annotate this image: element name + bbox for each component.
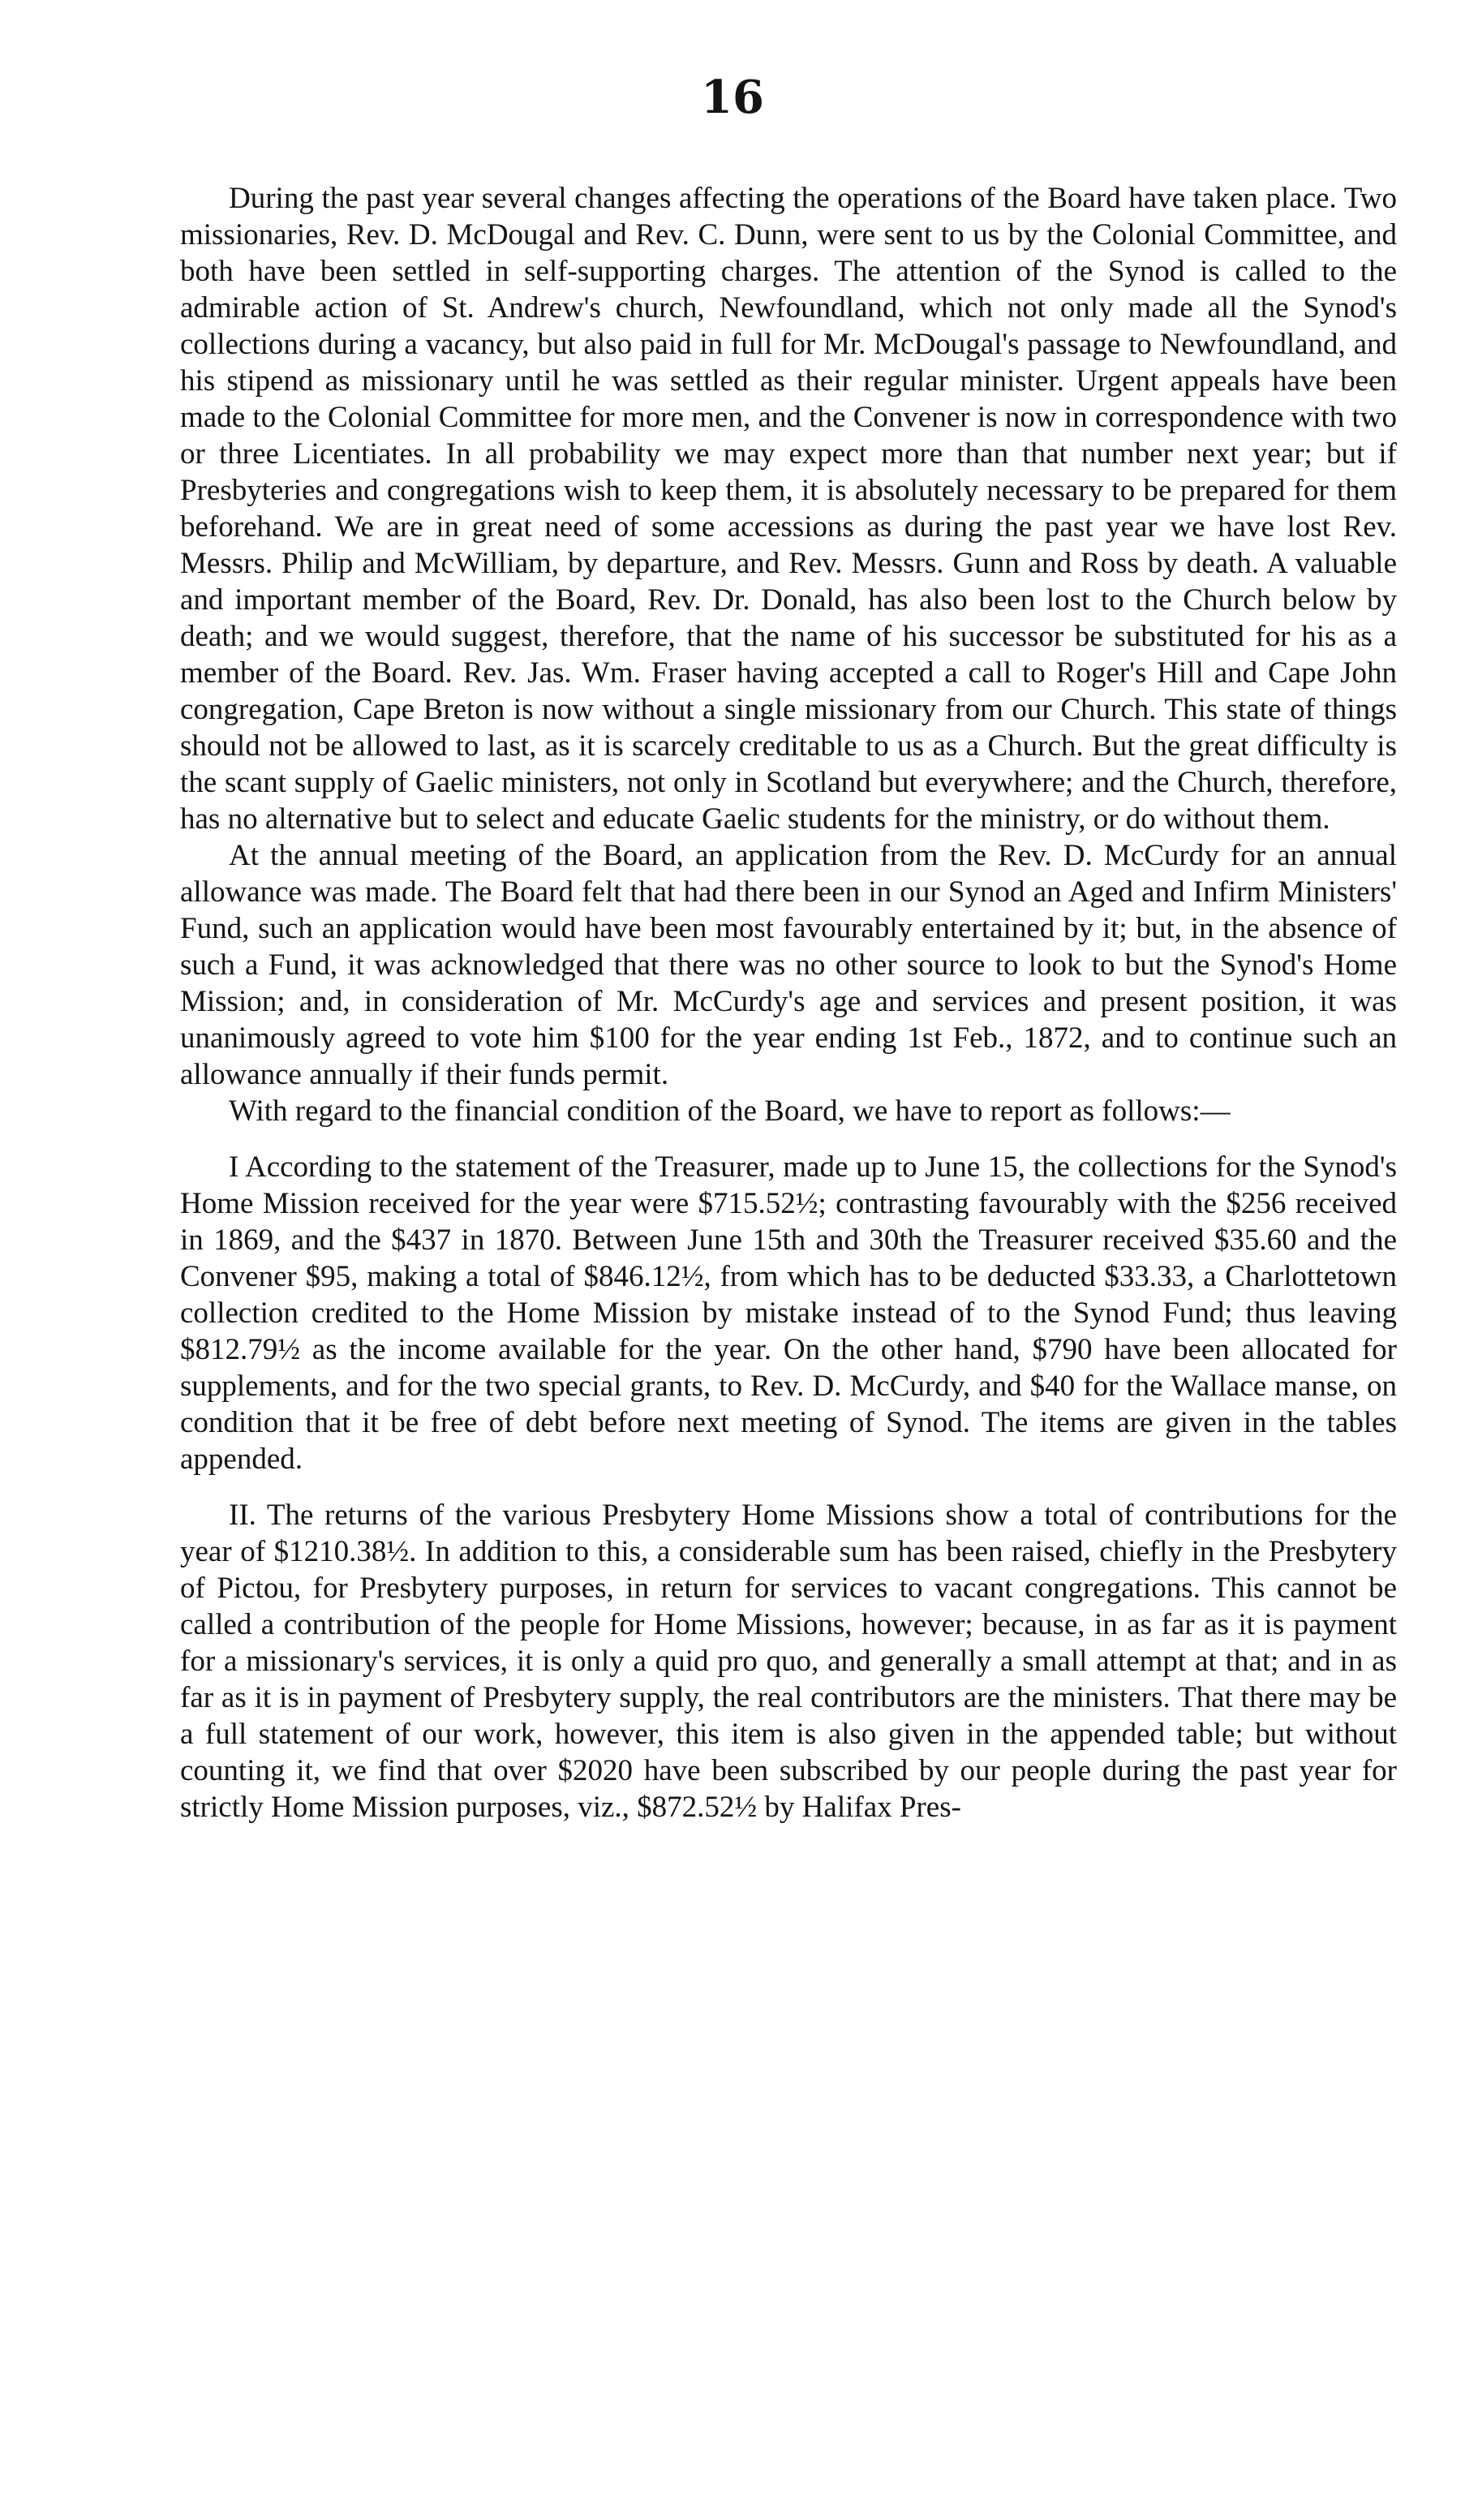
paragraph-treasurer-statement: I According to the statement of the Treasurer, made up to June 15, the collections for the Synod's Home Mission received for the year were $715.52½; contrasting favourably with the $256 received in 1869, and the $437 in 1870. Between June 15th and 30th the Treasurer received $35.60 and the Convener $95, making a total of $846.12½, from which has to be deducted $33.33, a Charlottetown collection credited to the Home Mission by mistake instead of to the Synod Fund; thus leaving $812.79½ as the income available for the year. On the other hand, $790 have been allocated for supplements, and for the two special grants, to Rev. D. McCurdy, and $40 for the Wallace manse, on condition that it be free of debt before next meeting of Synod. The items are given in the tables appended. [180, 1150, 1397, 1476]
paragraph-mccurdy-allowance: At the annual meeting of the Board, an application from the Rev. D. McCurdy for an annual allowance was made. The Board felt that had there been in our Synod an Aged and Infirm Ministers' Fund, such an application would have been most favourably entertained by it; but, in the absence of such a Fund, it was acknowledged that there was no other source to look to but the Synod's Home Mission; and, in consideration of Mr. McCurdy's age and services and present position, it was unanimously agreed to vote him $100 for the year ending 1st Feb., 1872, and to continue such an allowance annually if their funds permit. [180, 839, 1397, 1091]
page-number: 16 [701, 71, 764, 124]
paragraph-board-changes: During the past year several changes affecting the operations of the Board have taken place. Two missionaries, Rev. D. McDougal and Rev. C. Dunn, were sent to us by the Colonial Committee, and both have been settled in self-supporting charges. The attention of the Synod is called to the admirable action of St. Andrew's church, Newfoundland, which not only made all the Synod's collections during a vacancy, but also paid in full for Mr. McDougal's passage to Newfoundland, and his stipend as missionary until he was settled as their regular minister. Urgent appeals have been made to the Colonial Committee for more men, and the Convener is now in correspondence with two or three Licentiates. In all probability we may expect more than that number next year; but if Presbyteries and congregations wish to keep them, it is absolutely necessary to be prepared for them beforehand. We are in great need of some accessions as during the past year we have lost Rev. Messrs. Philip and McWilliam, by departure, and Rev. Messrs. Gunn and Ross by death. A valuable and important member of the Board, Rev. Dr. Donald, has also been lost to the Church below by death; and we would suggest, therefore, that the name of his successor be substituted for his as a member of the Board. Rev. Jas. Wm. Fraser having accepted a call to Roger's Hill and Cape John congregation, Cape Breton is now without a single missionary from our Church. This state of things should not be allowed to last, as it is scarcely creditable to us as a Church. But the great difficulty is the scant supply of Gaelic ministers, not only in Scotland but everywhere; and the Church, therefore, has no alternative but to select and educate Gaelic students for the ministry, or do without them. [180, 182, 1397, 836]
paragraph-presbytery-returns: II. The returns of the various Presbytery Home Missions show a total of contributions for the year of $1210.38½. In addition to this, a considerable sum has been raised, chiefly in the Presbytery of Pictou, for Presbytery purposes, in return for services to vacant congregations. This cannot be called a contribution of the people for Home Missions, however; because, in as far as it is payment for a missionary's services, it is only a quid pro quo, and generally a small attempt at that; and in as far as it is in payment of Presbytery supply, the real contributors are the ministers. That there may be a full statement of our work, however, this item is also given in the appended table; but without counting it, we find that over $2020 have been subscribed by our people during the past year for strictly Home Mission purposes, viz., $872.52½ by Halifax Pres- [180, 1499, 1397, 1824]
body-text [180, 180, 1397, 1825]
paragraph-financial-intro: With regard to the financial condition of the Board, we have to report as follows:— [229, 1094, 1231, 1128]
